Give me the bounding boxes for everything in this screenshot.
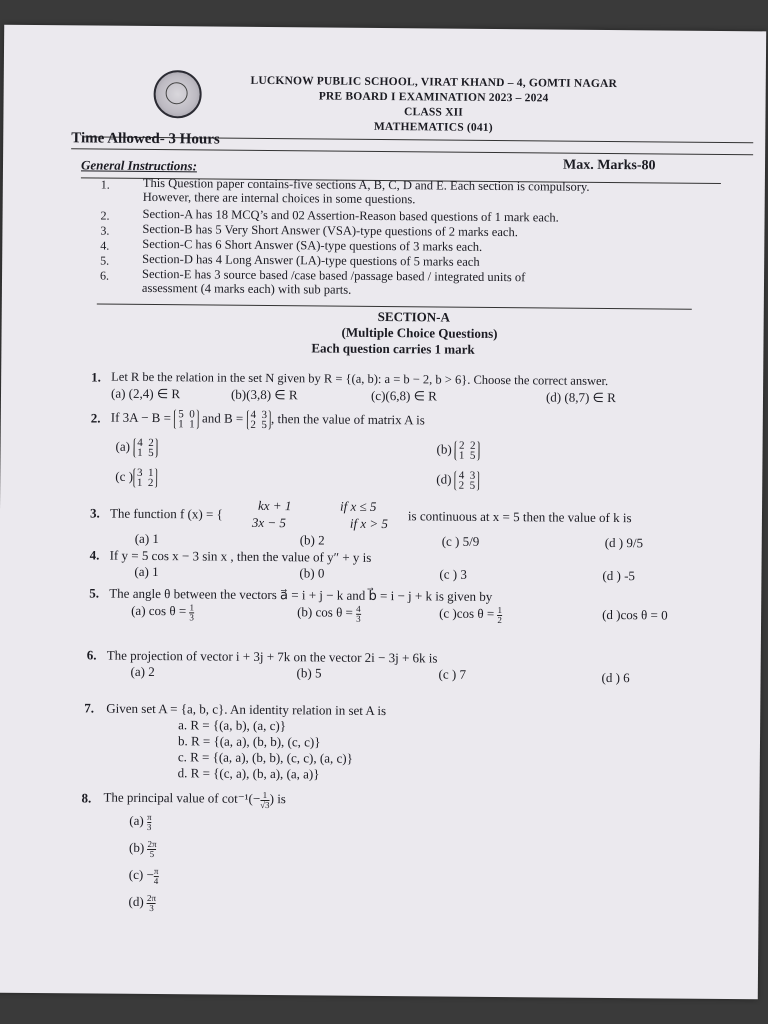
q3-cond-1: if x ≤ 5 bbox=[339, 498, 377, 514]
q5-number: 5. bbox=[89, 585, 100, 601]
q2-mid: and B = bbox=[201, 410, 244, 426]
q2-matrix-1: 5 0 1 1 bbox=[174, 409, 199, 429]
q6-number: 6. bbox=[86, 647, 97, 663]
instr-num: 5. bbox=[100, 253, 110, 268]
q2-matrix-2: 4 3 2 5 bbox=[246, 410, 271, 430]
instr-num: 3. bbox=[100, 223, 110, 238]
q2-pre: If 3A − B = bbox=[110, 409, 172, 426]
q6-option-a: (a) 2 bbox=[130, 663, 155, 680]
q5-text: The angle θ between the vectors a⃗ = i + j − k and b⃗ = i − j + k is given by bbox=[109, 585, 493, 604]
q8-option-b: (b) $\frac{2\pi}{5}$ bbox=[128, 838, 157, 859]
q6-option-d: (d ) 6 bbox=[601, 669, 630, 686]
q5-option-a: (a) cos θ = $\frac{1}{3}$ bbox=[131, 601, 195, 622]
q1-option-d: (d) (8,7) ∈ R bbox=[545, 389, 616, 406]
q4-option-c: (c ) 3 bbox=[439, 566, 467, 582]
q4-number: 4. bbox=[89, 547, 100, 563]
instr-text: However, there are internal choices in some questions. bbox=[142, 189, 416, 207]
q4-option-d: (d ) -5 bbox=[602, 567, 636, 584]
q4-option-a: (a) 1 bbox=[134, 563, 159, 580]
q1-text: Let R be the relation in the set N given by R = {(a, b): a = b − 2, b > 6}. Choose the correct answer. bbox=[111, 369, 609, 388]
q8-option-d: (d) $\frac{2\pi}{3}$ bbox=[128, 892, 157, 913]
q3-cond-2: if x > 5 bbox=[349, 515, 388, 532]
time-allowed: Time Allowed- 3 Hours bbox=[71, 130, 220, 148]
q2-option-b: (b) 2 2 1 5 bbox=[436, 438, 479, 460]
q4-text: If y = 5 cos x − 3 sin x , then the value of y″ + y is bbox=[109, 547, 372, 565]
q3-post: is continuous at x = 5 then the value of k is bbox=[407, 508, 632, 526]
max-marks: Max. Marks-80 bbox=[562, 157, 656, 174]
school-name: LUCKNOW PUBLIC SCHOOL, VIRAT KHAND – 4, GOMTI NAGAR bbox=[250, 74, 618, 91]
section-title: SECTION-A bbox=[377, 308, 451, 325]
q2-stem bbox=[111, 406, 425, 433]
q5-option-c: (c )cos θ = $\frac{1}{2}$ bbox=[439, 604, 503, 625]
q6-text: The projection of vector i + 3j + 7k on the vector 2i − 3j + 6k is bbox=[106, 647, 438, 666]
section-marks: Each question carries 1 mark bbox=[311, 340, 475, 357]
q5-option-b: (b) cos θ = $\frac{4}{3}$ bbox=[297, 603, 361, 624]
q1-option-a: (a) (2,4) ∈ R bbox=[110, 385, 181, 402]
instr-text: assessment (4 marks each) with sub parts. bbox=[141, 280, 352, 297]
q2-post: , then the value of matrix A is bbox=[270, 411, 425, 428]
q8-option-c: (c) − $\frac{\pi}{4}$ bbox=[128, 865, 159, 886]
q8-option-a: (a) $\frac{\pi}{3}$ bbox=[129, 811, 152, 832]
q8-text: The principal value of cot⁻¹(− $\frac{1}{√3}$ ) is bbox=[103, 789, 286, 810]
instructions-title: General Instructions: bbox=[80, 157, 198, 174]
exam-title: PRE BOARD I EXAMINATION 2023 – 2024 bbox=[318, 90, 549, 105]
q7-option-d: d. R = {(c, a), (b, a), (a, a)} bbox=[177, 765, 320, 782]
q7-number: 7. bbox=[84, 700, 95, 716]
q7-text: Given set A = {a, b, c}. An identity relation in set A is bbox=[106, 700, 387, 719]
instr-num: 6. bbox=[99, 268, 110, 283]
q6-option-c: (c ) 7 bbox=[438, 666, 467, 682]
time-divider bbox=[71, 148, 753, 155]
q3-option-d: (d ) 9/5 bbox=[604, 534, 644, 551]
exam-paper bbox=[0, 25, 766, 1000]
instr-text: Section-A has 18 MCQ’s and 02 Assertion-Reason based questions of 1 mark each. bbox=[142, 206, 559, 225]
q8-number: 8. bbox=[81, 790, 92, 806]
q3-case-2: 3x − 5 bbox=[251, 514, 287, 531]
q2-option-c: (c ) 3 1 1 2 bbox=[115, 466, 157, 488]
q3-pre: The function f (x) = { bbox=[109, 505, 223, 522]
instr-num: 4. bbox=[100, 238, 110, 253]
instr-num: 1. bbox=[100, 177, 110, 192]
q2-number: 2. bbox=[90, 410, 101, 426]
q7-option-a: a. R = {(a, b), (a, c)} bbox=[178, 717, 287, 734]
q1-number: 1. bbox=[91, 369, 101, 385]
instr-text: Section-C has 6 Short Answer (SA)-type questions of 3 marks each. bbox=[142, 236, 483, 254]
class-label: CLASS XII bbox=[403, 106, 464, 119]
q3-option-b: (b) 2 bbox=[299, 532, 325, 548]
instr-text: This Question paper contains-five sections A, B, C, D and E. Each section is compulsory. bbox=[142, 175, 590, 194]
section-subtitle: (Multiple Choice Questions) bbox=[341, 324, 498, 342]
q3-option-c: (c ) 5/9 bbox=[441, 533, 480, 549]
q1-option-c: (c)(6,8) ∈ R bbox=[370, 387, 437, 404]
q3-option-a: (a) 1 bbox=[134, 530, 160, 547]
q3-number: 3. bbox=[89, 505, 100, 521]
q1-option-b: (b)(3,8) ∈ R bbox=[230, 386, 298, 403]
instr-text: Section-B has 5 Very Short Answer (VSA)-type questions of 2 marks each. bbox=[142, 221, 518, 240]
instr-text: Section-D has 4 Long Answer (LA)-type questions of 5 marks each bbox=[142, 251, 480, 269]
q3-case-1: kx + 1 bbox=[257, 497, 292, 514]
q7-option-b: b. R = {(a, a), (b, b), (c, c)} bbox=[177, 733, 321, 750]
q2-option-d: (d) 4 3 2 5 bbox=[436, 468, 479, 490]
instr-num: 2. bbox=[100, 208, 110, 223]
q6-option-b: (b) 5 bbox=[296, 665, 322, 681]
q4-option-b: (b) 0 bbox=[299, 565, 325, 581]
subject-label: MATHEMATICS (041) bbox=[373, 120, 493, 134]
q2-option-a: (a) 4 2 1 5 bbox=[115, 436, 157, 458]
q7-option-c: c. R = {(a, a), (b, b), (c, c), (a, c)} bbox=[177, 749, 353, 766]
instr-text: Section-E has 3 source based /case based /passage based / integrated units of bbox=[142, 266, 526, 285]
school-logo-icon bbox=[153, 70, 201, 118]
q5-option-d: (d )cos θ = 0 bbox=[602, 606, 668, 623]
